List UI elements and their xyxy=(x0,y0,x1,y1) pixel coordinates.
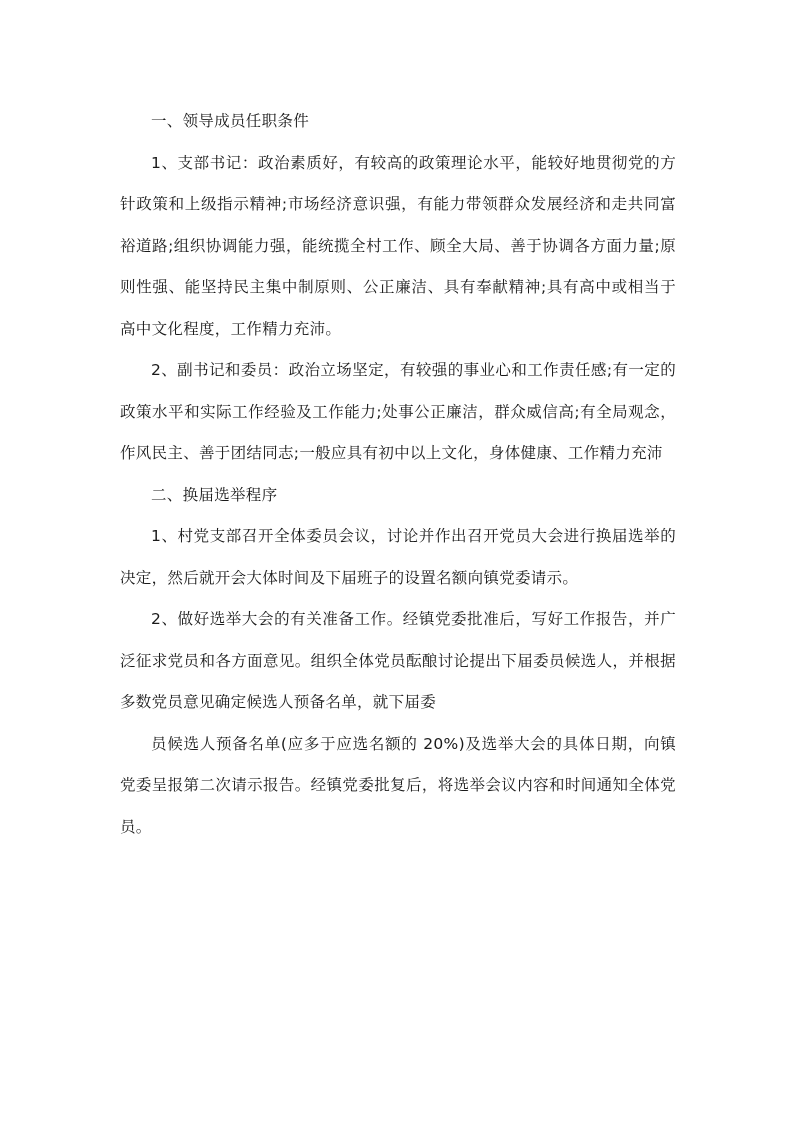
paragraph-procedure-step-1: 1、村党支部召开全体委员会议，讨论并作出召开党员大会进行换届选举的决定，然后就开会大体时间及下届班子的设置名额向镇党委请示。 xyxy=(120,527,676,587)
section-heading-leadership-requirements: 一、领导成员任职条件 xyxy=(151,112,310,130)
paragraph-procedure-step-2: 2、做好选举大会的有关准备工作。经镇党委批准后，写好工作报告，并广泛征求党员和各方面意见。组织全体党员酝酿讨论提出下届委员候选人，并根据多数党员意见确定候选人预备名单，就下届委 xyxy=(120,610,676,711)
section-heading-election-procedure: 二、换届选举程序 xyxy=(151,485,278,504)
document-body xyxy=(120,101,676,848)
paragraph-procedure-step-2-continued: 员候选人预备名单(应多于应选名额的 20%)及选举大会的具体日期，向镇党委呈报第二次请示报告。经镇党委批复后，将选举会议内容和时间通知全体党员。 xyxy=(120,734,676,836)
paragraph-deputy-secretary-members: 2、副书记和委员：政治立场坚定，有较强的事业心和工作责任感;有一定的政策水平和实际工作经验及工作能力;处事公正廉洁，群众威信高;有全局观念，作风民主、善于团结同志;一般应具有初中以上文化，身体健康、工作精力充沛 xyxy=(120,361,676,462)
paragraph-branch-secretary: 1、支部书记：政治素质好，有较高的政策理论水平，能较好地贯彻党的方针政策和上级指示精神;市场经济意识强，有能力带领群众发展经济和走共同富裕道路;组织协调能力强，能统揽全村工作、顾全大局、善于协调各方面力量;原则性强、能坚持民主集中制原则、公正廉洁、具有奉献精神;具有高中或相当于高中文化程度，工作精力充沛。 xyxy=(120,153,676,338)
